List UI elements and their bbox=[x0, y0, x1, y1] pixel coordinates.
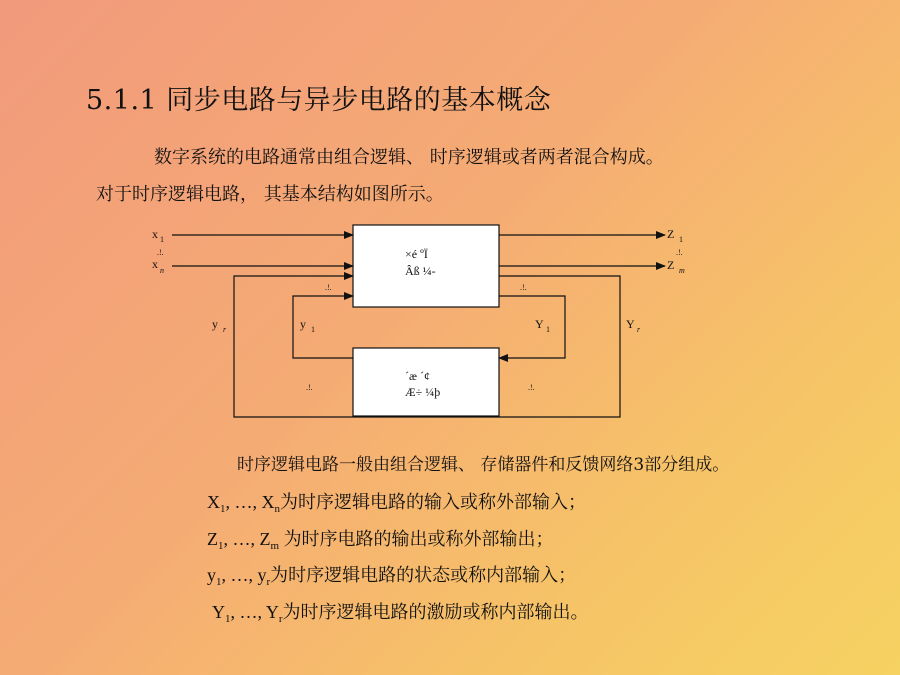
output-zm-sub: m bbox=[679, 266, 685, 275]
Yr-sub: r bbox=[637, 325, 641, 334]
output-z1-label: Z bbox=[667, 227, 675, 241]
intro-paragraph: 数字系统的电路通常由组合逻辑、 时序逻辑或者两者混合构成。 bbox=[154, 147, 664, 168]
outer-right-dots: .!. bbox=[528, 383, 535, 392]
definition-inputs: $X_1$, …, $X_n$为时序逻辑电路的输入或称外部输入； bbox=[207, 492, 586, 515]
input-xn-sub: n bbox=[160, 266, 164, 275]
y1-sub: 1 bbox=[311, 325, 315, 334]
storage-device-label-2: Æ÷ ¼þ bbox=[405, 385, 441, 399]
input-x1-sub: 1 bbox=[160, 235, 164, 244]
output-zm-label: Z bbox=[667, 258, 675, 272]
output-z1-sub: 1 bbox=[679, 235, 683, 244]
Yr-label: Y bbox=[626, 317, 635, 331]
combinational-logic-label-1: ×é ºÏ bbox=[405, 247, 428, 261]
definition-excitations: $Y_1$, …, $Y_r$为时序逻辑电路的激励或称内部输出。 bbox=[212, 602, 589, 625]
output-dots: .!. bbox=[676, 248, 683, 257]
yr-sub: r bbox=[223, 325, 227, 334]
definition-states: $y_1$, …, $y_r$为时序逻辑电路的状态或称内部输入； bbox=[207, 565, 577, 588]
input-x1-label: x bbox=[152, 227, 158, 241]
y1-label: y bbox=[300, 317, 306, 331]
page-title: 5.1.1 同步电路与异步电路的基本概念 bbox=[86, 85, 552, 116]
input-dots: .!. bbox=[157, 248, 164, 257]
Y1-label: Y bbox=[535, 317, 544, 331]
Y1-sub: 1 bbox=[546, 325, 550, 334]
input-xn-label: x bbox=[152, 257, 158, 271]
composition-paragraph: 时序逻辑电路一般由组合逻辑、 存储器件和反馈网络3部分组成。 bbox=[237, 455, 730, 475]
inner-left-dots: .!. bbox=[325, 283, 332, 292]
yr-label: y bbox=[212, 317, 218, 331]
outer-left-dots: .!. bbox=[306, 383, 313, 392]
storage-device-label-1: ´æ ´¢ bbox=[405, 369, 430, 383]
structure-paragraph: 对于时序逻辑电路， 其基本结构如图所示。 bbox=[96, 184, 444, 205]
definition-outputs: $Z_1$, …, $Z_m$ 为时序电路的输出或称外部输出； bbox=[207, 529, 554, 552]
combinational-logic-label-2: Âß ¼- bbox=[405, 264, 436, 278]
inner-feedback-loop-right bbox=[499, 296, 565, 358]
inner-right-dots: .!. bbox=[520, 283, 527, 292]
